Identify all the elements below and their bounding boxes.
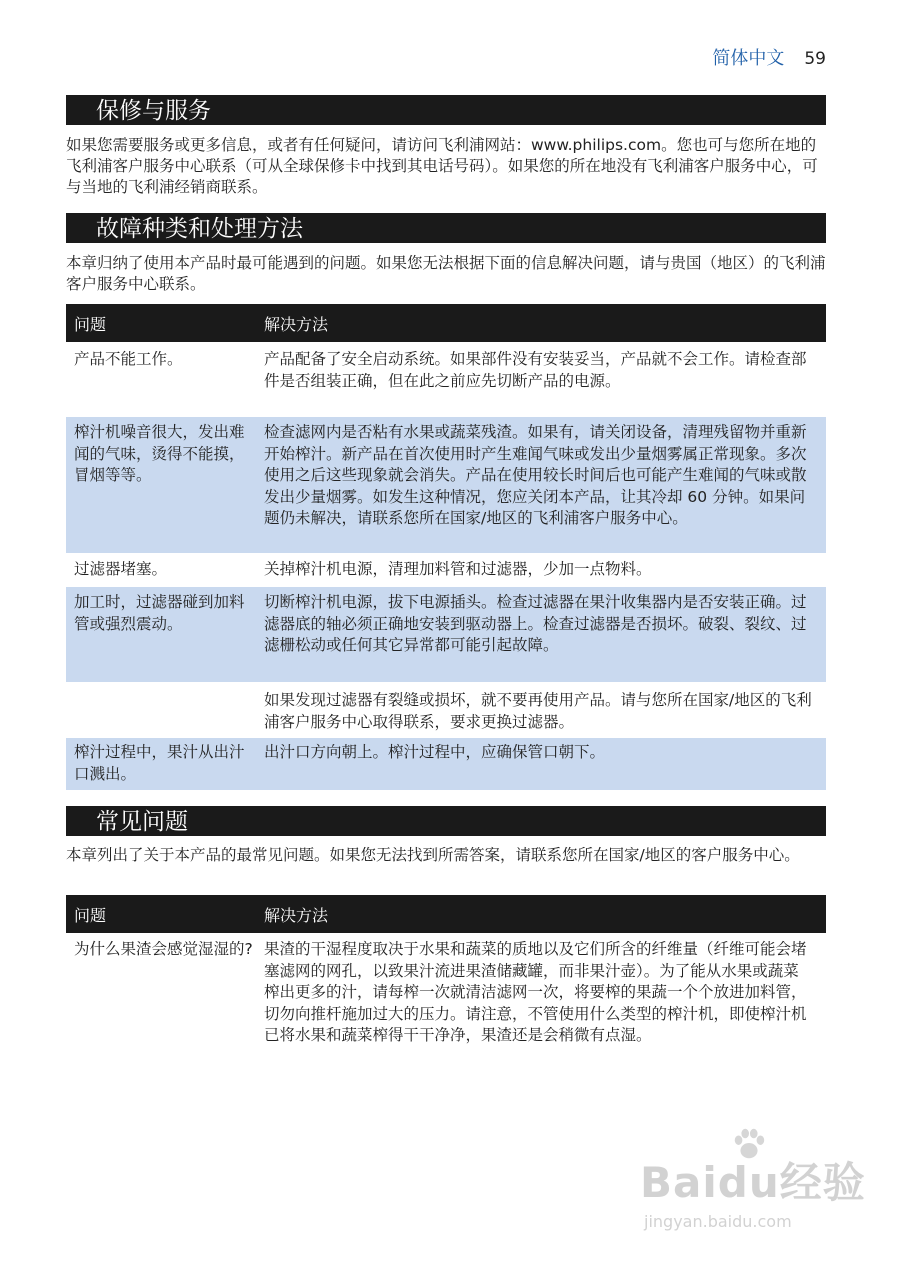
table-row <box>66 937 826 1047</box>
problem-cell: 榨汁过程中，果汁从出汁口溅出。 <box>74 743 245 783</box>
faq-intro: 本章列出了关于本产品的最常见问题。如果您无法找到所需答案，请联系您所在国家/地区的客户服务中心。 <box>66 846 800 864</box>
section-title-warranty: 保修与服务 <box>66 95 826 125</box>
table-row <box>66 557 826 583</box>
faq-table <box>66 895 826 1051</box>
section-title-faq: 常见问题 <box>66 806 826 836</box>
column-header-solution: 解决方法 <box>264 314 329 334</box>
table-header <box>66 304 826 342</box>
column-header-problem: 问题 <box>74 905 107 925</box>
watermark-brand: Baidu经验 <box>640 1158 866 1207</box>
column-header-solution: 解决方法 <box>264 905 329 925</box>
solution-cell: 检查滤网内是否粘有水果或蔬菜残渣。如果有，请关闭设备，清理残留物并重新开始榨汁。新产品在首次使用时产生难闻气味或发出少量烟雾属正常现象。多次使用之后这些现象就会消失。产品在使用较长时间后也可能产生难闻的气味或散发出少量烟雾。如发生这种情况，您应关闭本产品，让其冷却 60 分钟。如果问题仍未解决，请联系您所在国家/地区的飞利浦客户服务中心。 <box>264 423 807 527</box>
solution-cell: 切断榨汁机电源，拔下电源插头。检查过滤器在果汁收集器内是否安装正确。过滤器底的轴必须正确地安装到驱动器上。检查过滤器是否损坏。破裂、裂纹、过滤栅松动或任何其它异常都可能引起故障。 <box>264 593 807 654</box>
warranty-paragraph: 如果您需要服务或更多信息，或者有任何疑问，请访问飞利浦网站：www.philips.com。您也可与您所在地的飞利浦客户服务中心联系（可从全球保修卡中找到其电话号码）。如果您的所在地没有飞利浦客户服务中心，可与当地的飞利浦经销商联系。 <box>66 136 818 196</box>
table-row <box>66 417 826 553</box>
table-header <box>66 895 826 933</box>
problem-cell: 为什么果渣会感觉湿湿的? <box>74 940 253 958</box>
problem-cell: 产品不能工作。 <box>74 350 183 368</box>
problem-cell <box>66 690 256 734</box>
problem-cell: 榨汁机噪音很大，发出难闻的气味，烫得不能摸，冒烟等等。 <box>74 423 245 484</box>
problem-cell: 过滤器堵塞。 <box>74 560 168 578</box>
page-header <box>712 44 826 70</box>
problem-cell: 加工时，过滤器碰到加料管或强烈震动。 <box>74 593 245 633</box>
table-row <box>66 587 826 682</box>
troubleshooting-table <box>66 304 826 794</box>
table-row <box>66 738 826 790</box>
troubleshooting-intro: 本章归纳了使用本产品时最可能遇到的问题。如果您无法根据下面的信息解决问题，请与贵国（地区）的飞利浦客户服务中心联系。 <box>66 254 826 293</box>
language-label: 简体中文 <box>712 48 785 69</box>
table-row <box>66 346 826 413</box>
baidu-watermark <box>640 1150 866 1231</box>
table-row <box>66 686 826 734</box>
solution-cell: 关掉榨汁机电源，清理加料管和过滤器，少加一点物料。 <box>264 560 652 578</box>
watermark-url: jingyan.baidu.com <box>644 1212 792 1231</box>
solution-cell: 果渣的干湿程度取决于水果和蔬菜的质地以及它们所含的纤维量（纤维可能会堵塞滤网的网孔，以致果汁流进果渣储藏罐，而非果汁壶）。为了能从水果或蔬菜榨出更多的汁，请每榨一次就清洁滤网一次，将要榨的果蔬一个个放进加料管，切勿向推杆施加过大的压力。请注意，不管使用什么类型的榨汁机，即使榨汁机已将水果和蔬菜榨得干干净净，果渣还是会稍微有点湿。 <box>264 940 807 1044</box>
solution-cell: 产品配备了安全启动系统。如果部件没有安装妥当，产品就不会工作。请检查部件是否组装正确，但在此之前应先切断产品的电源。 <box>264 350 807 390</box>
column-header-problem: 问题 <box>74 314 107 334</box>
page-number: 59 <box>804 49 826 69</box>
solution-cell: 如果发现过滤器有裂缝或损坏，就不要再使用产品。请与您所在国家/地区的飞利浦客户服务中心取得联系，要求更换过滤器。 <box>264 691 812 731</box>
section-title-troubleshooting: 故障种类和处理方法 <box>66 213 826 243</box>
solution-cell: 出汁口方向朝上。榨汁过程中，应确保管口朝下。 <box>264 743 606 761</box>
